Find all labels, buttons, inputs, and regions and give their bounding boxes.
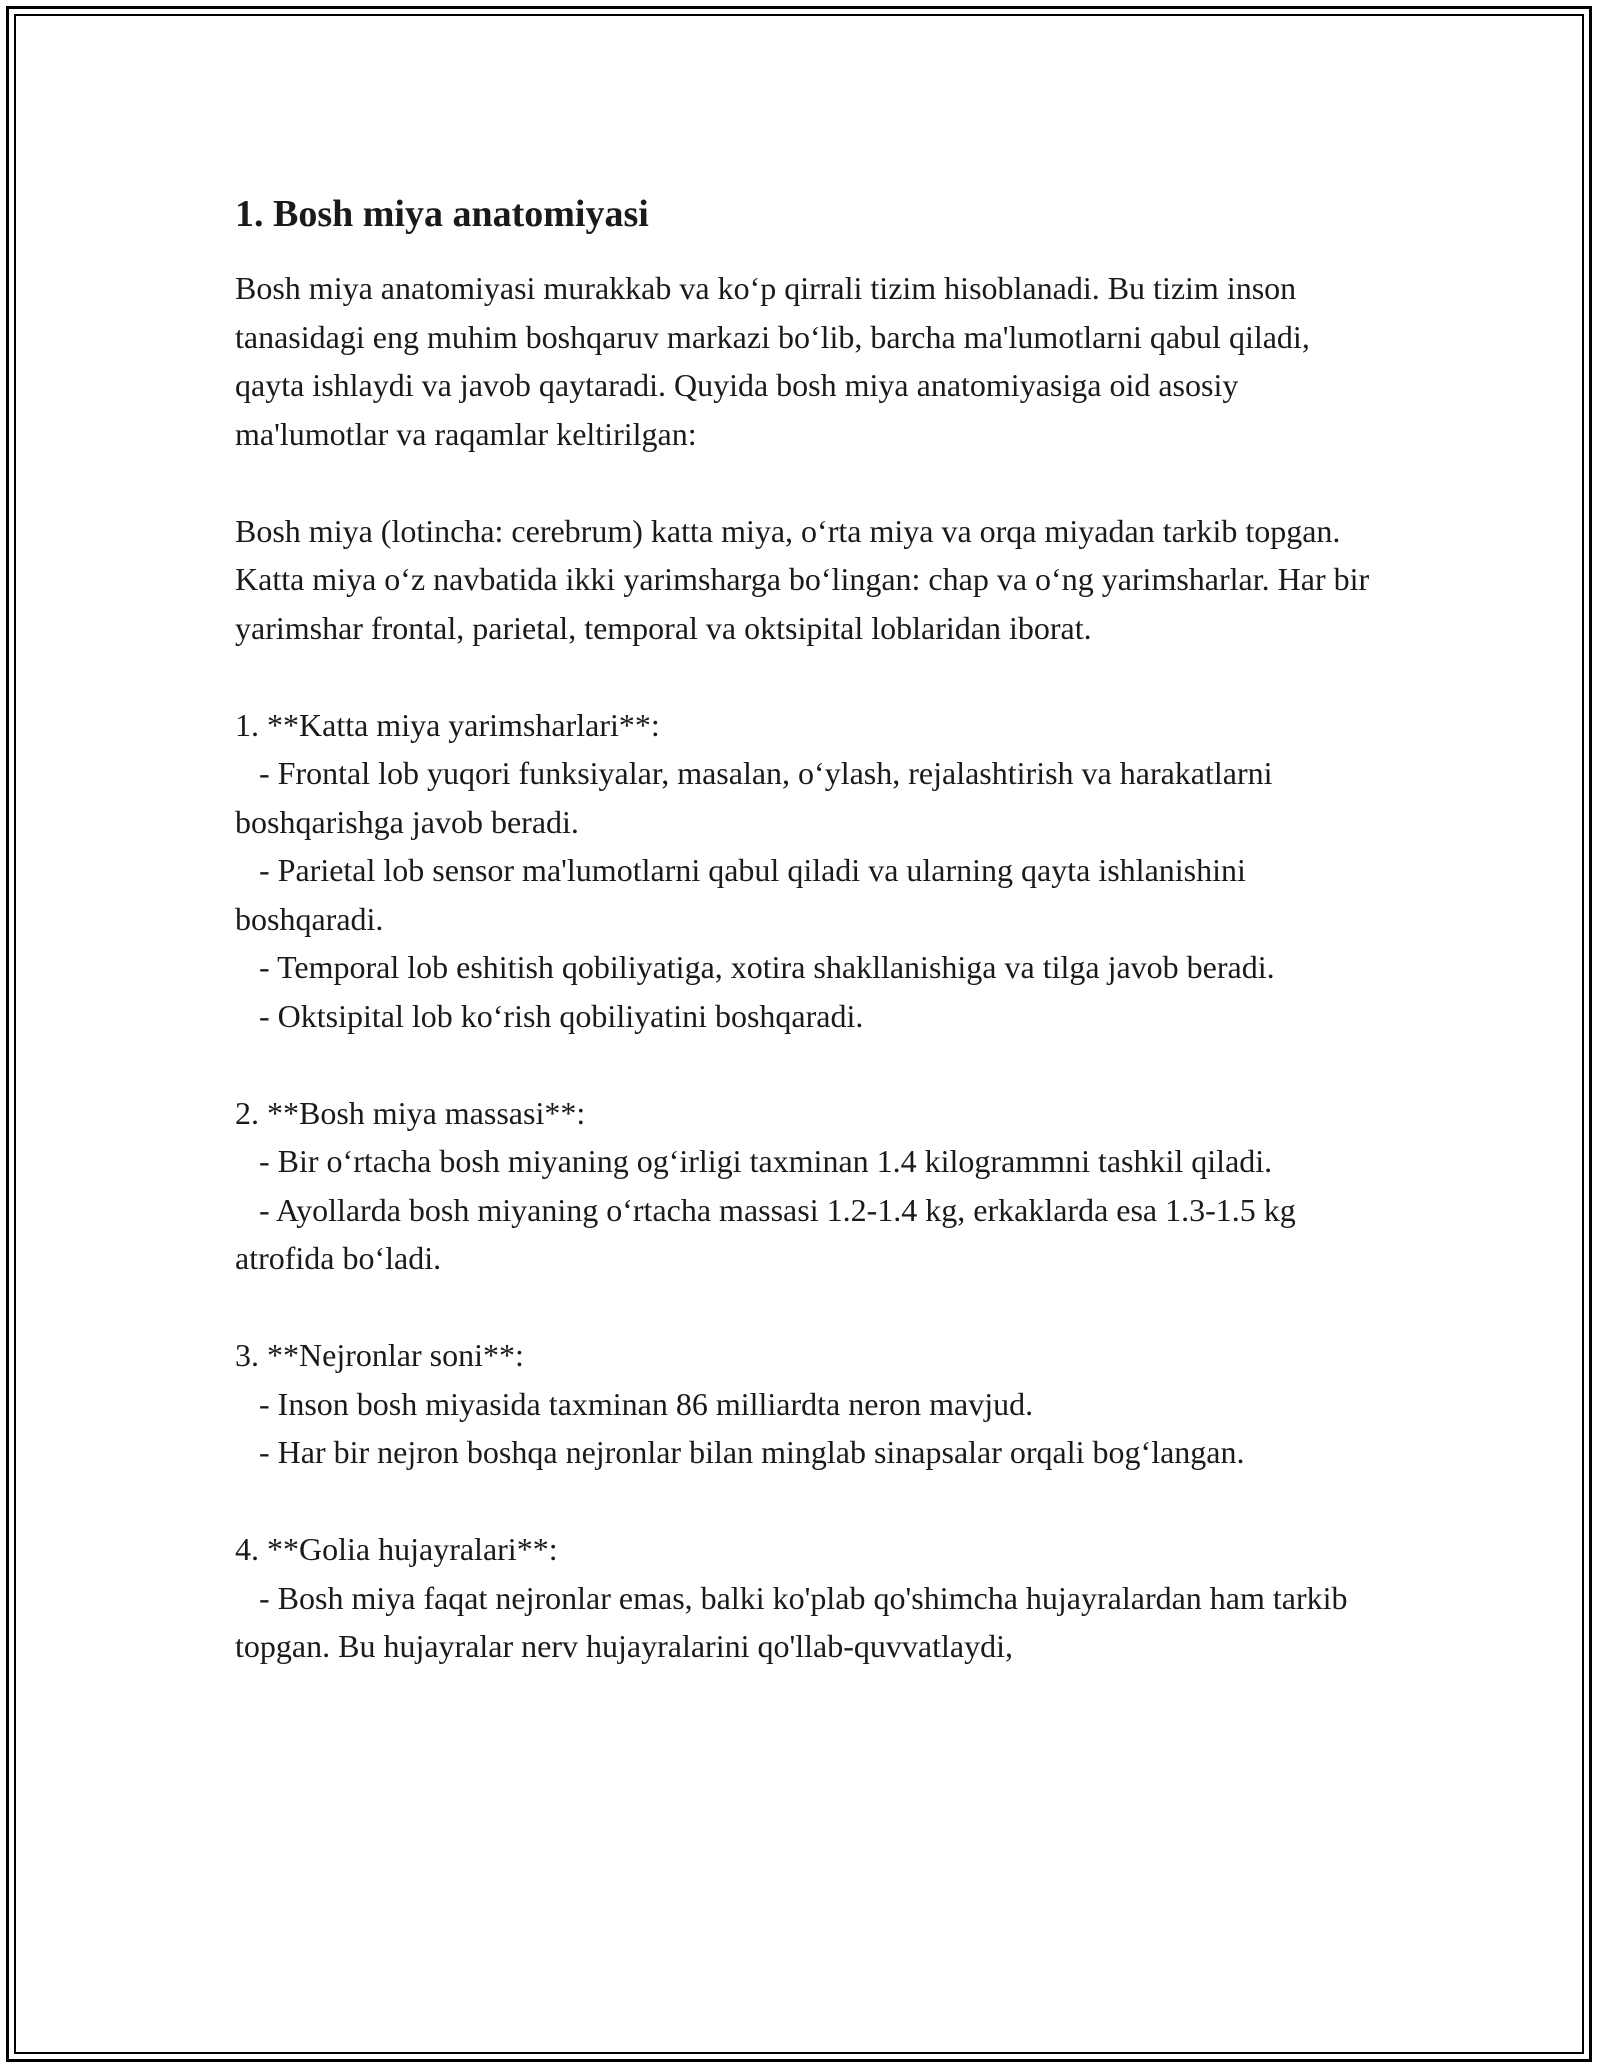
list-item: - Bosh miya faqat nejronlar emas, balki ko'plab qo'shimcha hujayralardan ham tarkib topgan. Bu hujayralar nerv hujayralarini qo'llab-quvvatlaydi,	[235, 1579, 1348, 1664]
list-section-hemispheres	[235, 701, 1385, 1041]
list-item: - Oktsipital lob ko‘rish qobiliyatini boshqaradi.	[259, 997, 864, 1034]
section-heading: 1. Bosh miya anatomiyasi	[235, 193, 649, 235]
list-item: - Bir o‘rtacha bosh miyaning og‘irligi taxminan 1.4 kilogrammni tashkil qiladi.	[259, 1143, 1273, 1179]
list-item: - Temporal lob eshitish qobiliyatiga, xotira shakllanishiga va tilga javob beradi.	[259, 949, 1275, 985]
list-section-glia	[235, 1525, 1385, 1671]
list-item: - Parietal lob sensor ma'lumotlarni qabul qiladi va ularning qayta ishlanishini boshqaradi.	[235, 852, 1246, 937]
structure-paragraph: Bosh miya (lotincha: cerebrum) katta miya, o‘rta miya va orqa miyadan tarkib topgan. Katta miya o‘z navbatida ikki yarimsharga bo‘lingan: chap va o‘ng yarimsharlar. Har bir yarimshar frontal, parietal, temporal va oktsipital loblaridan iborat.	[235, 512, 1370, 646]
list-section-title: 4. **Golia hujayralari**:	[235, 1531, 558, 1567]
intro-paragraph: Bosh miya anatomiyasi murakkab va ko‘p qirrali tizim hisoblanadi. Bu tizim inson tanasidagi eng muhim boshqaruv markazi bo‘lib, barcha ma'lumotlarni qabul qiladi, qayta ishlaydi va javob qaytaradi. Quyida bosh miya anatomiyasiga oid asosiy ma'lumotlar va raqamlar keltirilgan:	[235, 270, 1310, 452]
list-item: - Har bir nejron boshqa nejronlar bilan minglab sinapsalar orqali bog‘langan.	[259, 1434, 1245, 1470]
list-section-mass	[235, 1089, 1385, 1283]
list-item: - Inson bosh miyasida taxminan 86 milliardta neron mavjud.	[259, 1385, 1034, 1422]
list-item: - Ayollarda bosh miyaning o‘rtacha massasi 1.2-1.4 kg, erkaklarda esa 1.3-1.5 kg atrofida bo‘ladi.	[235, 1191, 1296, 1276]
list-item: - Frontal lob yuqori funksiyalar, masalan, o‘ylash, rejalashtirish va harakatlarni boshqarishga javob beradi.	[235, 755, 1273, 840]
list-section-title: 3. **Nejronlar soni**:	[235, 1337, 524, 1373]
document-body	[235, 186, 1385, 1719]
list-section-neurons	[235, 1331, 1385, 1477]
list-section-title: 2. **Bosh miya massasi**:	[235, 1094, 586, 1131]
list-section-title: 1. **Katta miya yarimsharlari**:	[235, 706, 660, 743]
